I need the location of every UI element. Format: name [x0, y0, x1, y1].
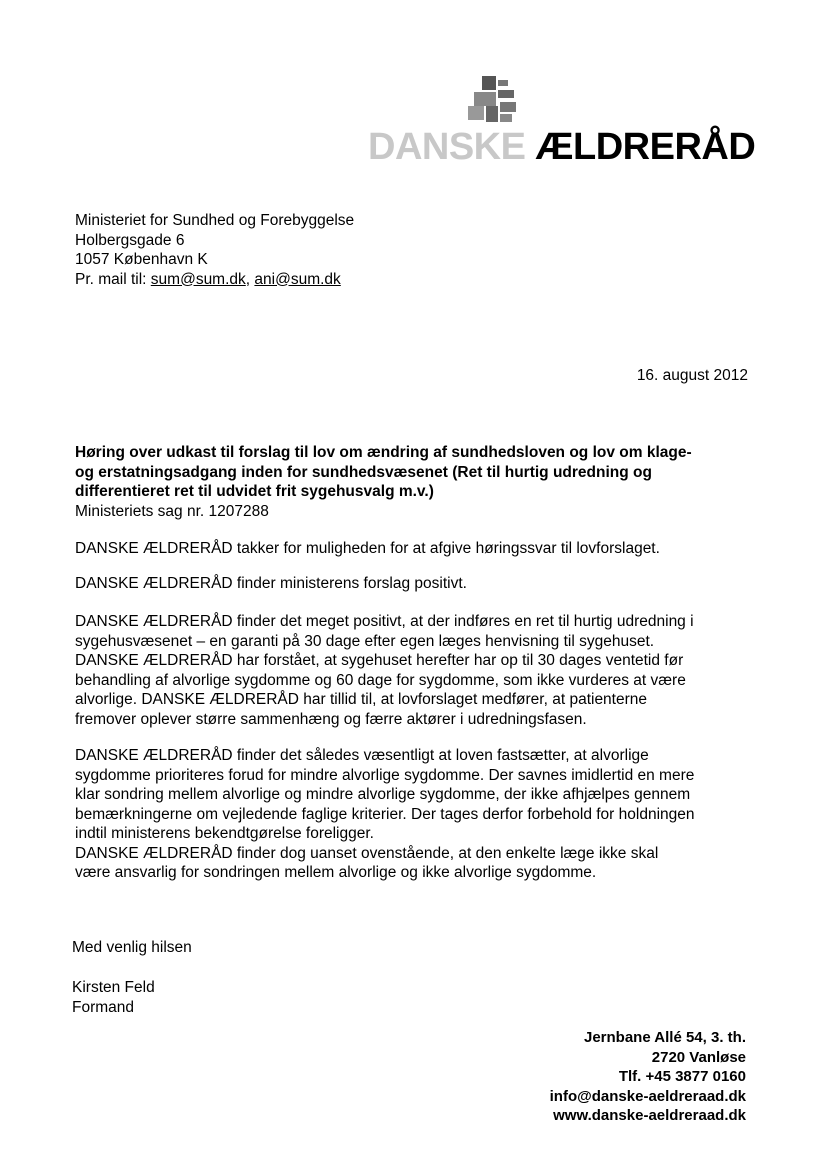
mail-prefix: Pr. mail til:: [75, 270, 151, 288]
recipient-mail-line: [75, 270, 755, 290]
paragraph-line: bemærkningerne om vejledende faglige kriterier. Der tages derfor forbehold for holdningen: [75, 805, 695, 823]
subject-line: Høring over udkast til forslag til lov om ændring af sundhedsloven og lov om klage-: [75, 444, 692, 461]
recipient-line: 1057 København K: [75, 251, 208, 268]
paragraph-line: DANSKE ÆLDRERÅD finder dog uanset ovenstående, at den enkelte læge ikke skal: [75, 844, 659, 862]
footer-city: 2720 Vanløse: [651, 1048, 746, 1066]
organization-logo: [368, 72, 756, 172]
paragraph: [75, 539, 755, 559]
paragraph-line: DANSKE ÆLDRERÅD har forstået, at sygehuset herefter har op til 30 dages ventetid før: [75, 652, 684, 669]
paragraph-line: DANSKE ÆLDRERÅD finder det således væsentligt at loven fastsætter, at alvorlige: [75, 747, 649, 764]
paragraph: [75, 612, 755, 729]
logo-mark-icon: [464, 76, 524, 124]
footer-website[interactable]: www.danske-aeldreraad.dk: [553, 1107, 746, 1124]
paragraph-line: DANSKE ÆLDRERÅD takker for muligheden for at afgive høringssvar til lovforslaget.: [75, 540, 660, 557]
paragraph-line: DANSKE ÆLDRERÅD finder det meget positivt, at der indføres en ret til hurtig udredning i: [75, 613, 694, 630]
subject-line: differentieret ret til udvidet frit sygehusvalg m.v.): [75, 483, 434, 500]
paragraph-line: sygehusvæsenet – en garanti på 30 dage efter egen læges henvisning til sygehuset.: [75, 632, 655, 650]
logo-wordmark: [368, 124, 755, 170]
closing-greeting: [72, 938, 752, 958]
paragraph: [75, 746, 755, 883]
letter-date: 16. august 2012: [636, 367, 748, 384]
paragraph-line: være ansvarlig for sondringen mellem alvorlige og ikke alvorlige sygdomme.: [75, 864, 597, 881]
paragraph-line: fremover oplever større sammenhæng og færre aktører i udredningsfasen.: [75, 710, 587, 728]
greeting-text: Med venlig hilsen: [72, 939, 192, 956]
paragraph-line: behandling af alvorlige sygdomme og 60 dage for sygdomme, som ikke vurderes at være: [75, 671, 686, 689]
paragraph-line: klar sondring mellem alvorlige og mindre alvorlige sygdomme, der ikke afhjælpes gennem: [75, 786, 691, 803]
signer-title: Formand: [72, 998, 135, 1016]
paragraph: [75, 574, 755, 594]
subject-line: og erstatningsadgang inden for sundhedsvæsenet (Ret til hurtig udredning og: [75, 463, 652, 481]
footer-phone: Tlf. +45 3877 0160: [618, 1068, 746, 1085]
subject-block: [75, 443, 755, 521]
recipient-line: Holbergsgade 6: [75, 231, 185, 249]
paragraph-line: indtil ministerens bekendtgørelse foreligger.: [75, 825, 374, 842]
logo-text-danske: DANSKE: [368, 126, 536, 168]
paragraph-line: alvorlige. DANSKE ÆLDRERÅD har tillid til, at lovforslaget medfører, at patienterne: [75, 691, 648, 708]
case-number: Ministeriets sag nr. 1207288: [75, 502, 269, 520]
recipient-address: [75, 211, 755, 289]
email-link[interactable]: sum@sum.dk: [150, 270, 246, 288]
recipient-line: Ministeriet for Sundhed og Forebyggelse: [75, 212, 355, 229]
footer-address: Jernbane Allé 54, 3. th.: [583, 1029, 746, 1046]
paragraph-line: sygdomme prioriteres forud for mindre alvorlige sygdomme. Der savnes imidlertid en mere: [75, 766, 695, 784]
paragraph-line: DANSKE ÆLDRERÅD finder ministerens forslag positivt.: [75, 575, 467, 592]
logo-text-aeldreraad: ÆLDRERÅD: [535, 126, 756, 168]
signer-name: Kirsten Feld: [72, 979, 155, 996]
signature-block: [72, 978, 752, 1017]
mail-separator: ,: [245, 270, 255, 288]
sender-contact-footer: [550, 1028, 746, 1126]
email-link[interactable]: ani@sum.dk: [254, 270, 341, 288]
footer-email[interactable]: info@danske-aeldreraad.dk: [549, 1087, 746, 1105]
